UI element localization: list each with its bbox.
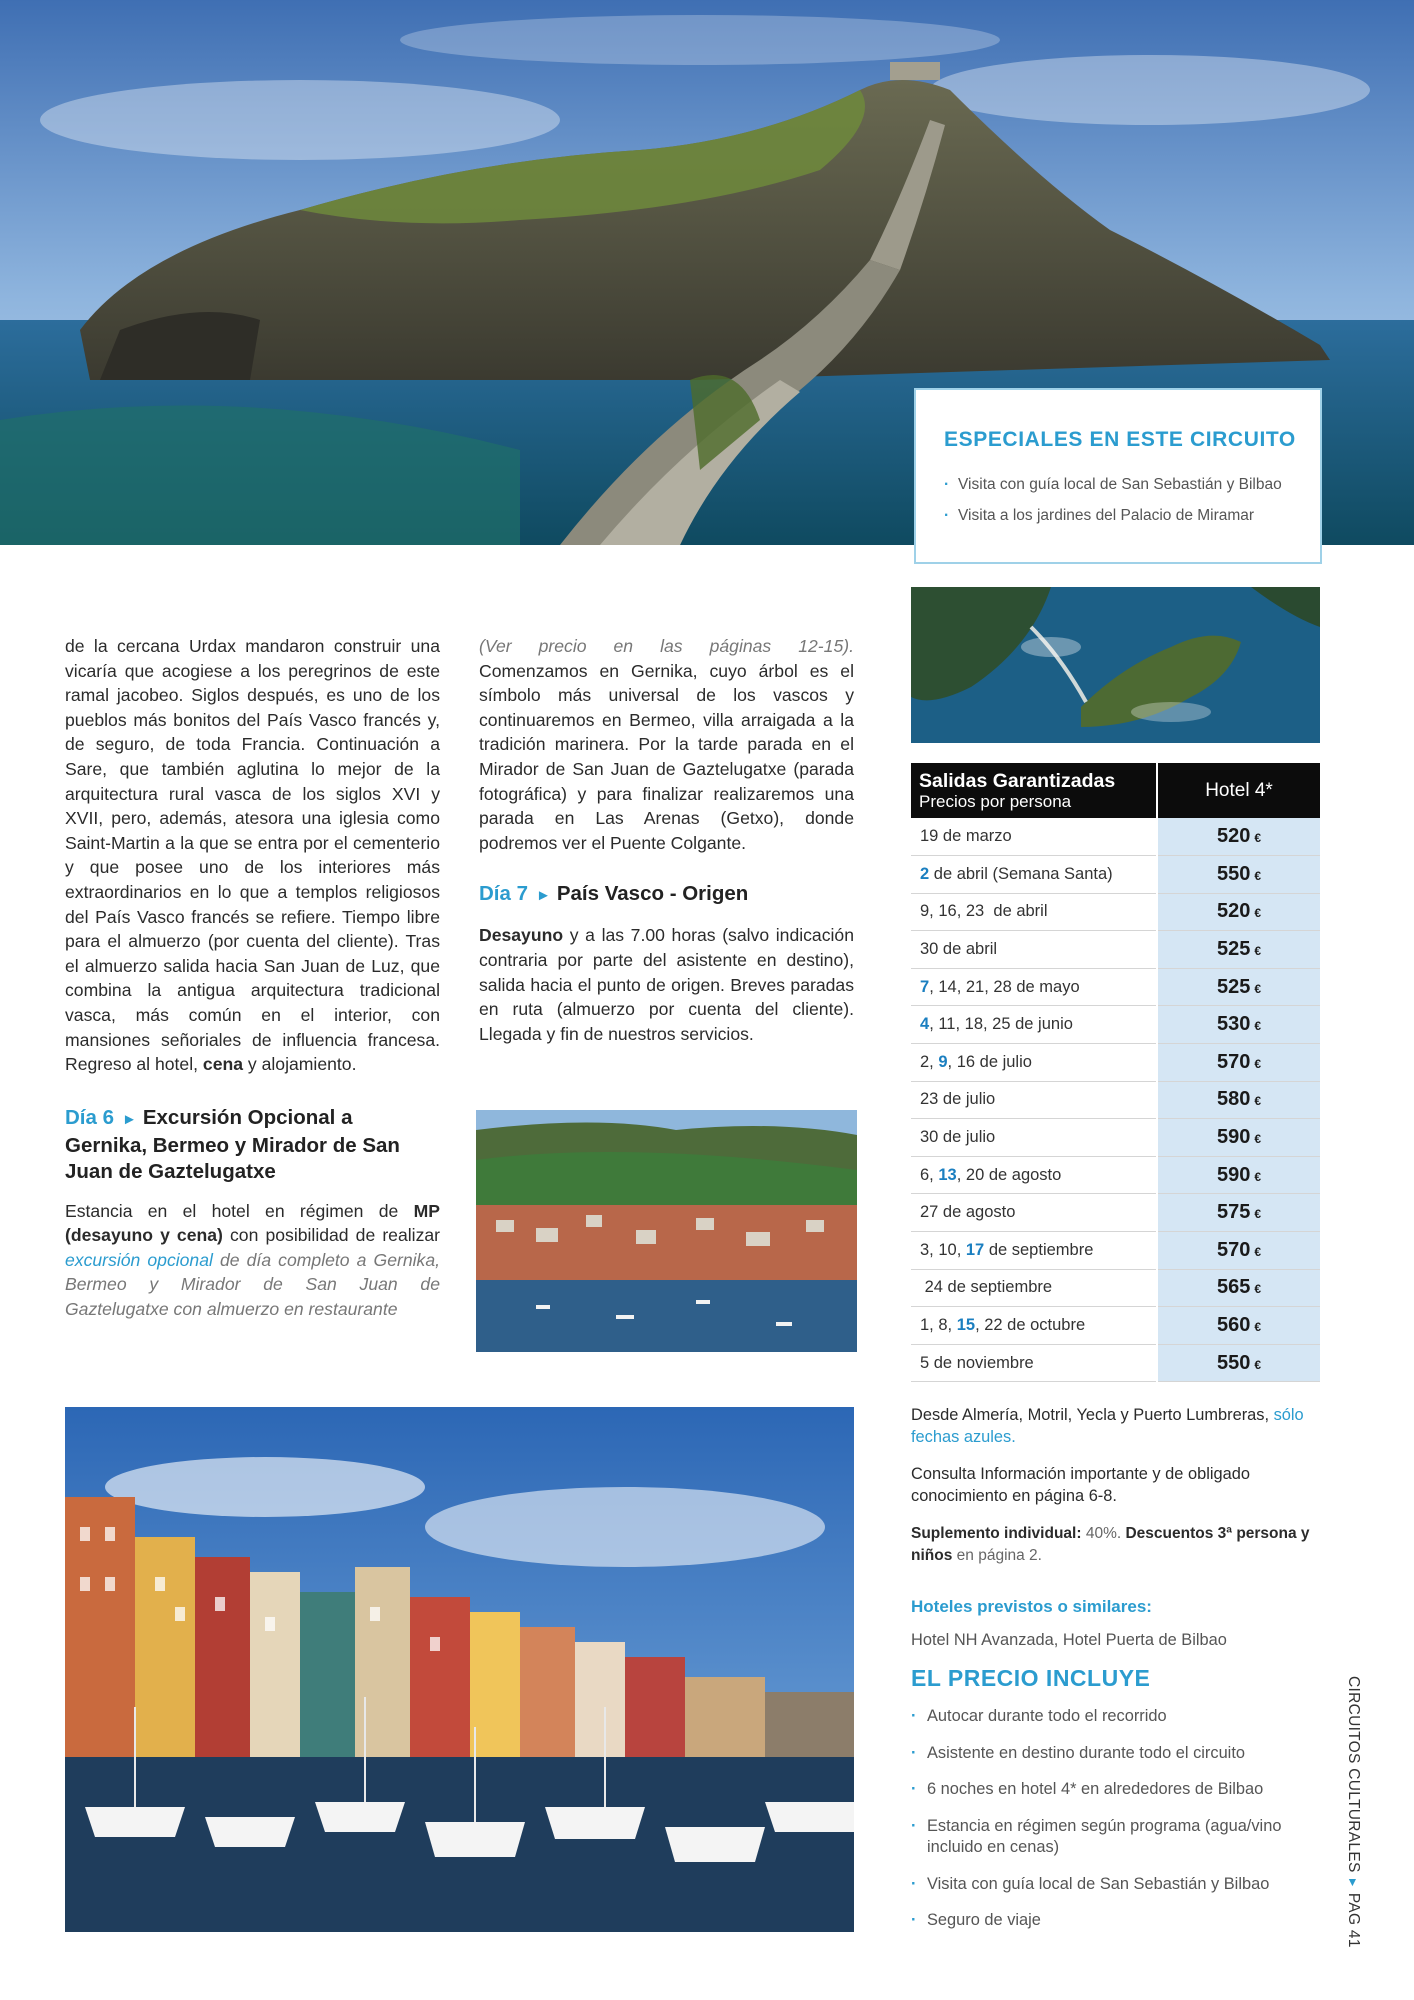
departure-date: 19 de marzo	[911, 818, 1157, 856]
price-row	[911, 1307, 1320, 1345]
price-value: 520	[1216, 825, 1251, 848]
text-column-2	[479, 634, 854, 1046]
price-includes-list	[911, 1706, 1321, 1932]
optional-excursion-link[interactable]: excursión opcional	[65, 1249, 213, 1270]
triangle-right-icon: ►	[122, 1110, 137, 1128]
currency-symbol: €	[1254, 1019, 1262, 1034]
departure-date: 24 de septiembre	[911, 1269, 1157, 1307]
note-departures: Desde Almería, Motril, Yecla y Puerto Lumbreras, sólo fechas azules.	[911, 1406, 1304, 1446]
currency-symbol: €	[1254, 1132, 1262, 1147]
includes-item: · Autocar durante todo el recorrido	[911, 1706, 1321, 1728]
price-value: 580	[1216, 1088, 1251, 1111]
price-cell	[1157, 1307, 1320, 1345]
paragraph-day5-continued: de la cercana Urdax mandaron construir una vicaría que acogiese a los peregrinos de este ramal jacobeo. Siglos después, es uno de los pueblos más bonitos del País Vasco francés y, de seguro, de toda Francia. Continuación a Sare, que también aglutina lo mejor de la arquitectura rural vasca de los siglos XVI y XVII, pero, además, atesora una iglesia como Saint-Martin a la que se entra por el cementerio y que posee uno de los interiores más extraordinarios en lo que a templos religiosos del País Vasco francés se refiere. Tiempo libre para el almuerzo (por cuenta del cliente). Tras el almuerzo salida hacia San Juan de Luz, que combina la antigua arquitectura tradicional vasca, más común en el interior, con mansiones señoriales de influencia francesa. Regreso al hotel, cena y alojamiento.	[65, 636, 440, 1075]
currency-symbol: €	[1254, 868, 1262, 883]
highlighted-date: 9	[938, 1052, 948, 1071]
specials-title: ESPECIALES EN ESTE CIRCUITO	[944, 428, 1296, 451]
price-value: 590	[1216, 1163, 1251, 1186]
currency-symbol: €	[1254, 1169, 1262, 1184]
paragraph-day7: Desayuno y a las 7.00 horas (salvo indicación contraria por parte del asistente en destino), salida hacia el punto de origen. Breves paradas en ruta (almuerzo por cuenta del cliente). Llegada y fin de nuestros servicios.	[479, 925, 854, 1044]
price-row	[911, 1156, 1320, 1194]
departure-date: 3, 10, 17 de septiembre	[911, 1232, 1157, 1270]
header-departures: Salidas Garantizadas Precios por persona	[911, 763, 1157, 818]
includes-item: · Seguro de viaje	[911, 1910, 1321, 1932]
price-cell	[1157, 1194, 1320, 1232]
header-hotel: Hotel 4*	[1157, 763, 1320, 818]
price-cell	[1157, 1006, 1320, 1044]
paragraph-day6-continued: (Ver precio en las páginas 12-15). Comenzamos en Gernika, cuyo árbol es el símbolo más universal de los vascos y continuaremos en Bermeo, villa arraigada a la tradición marinera. Por la tarde parada en el Mirador de San Juan de Gaztelugatxe (parada fotográfica) y para finalizar realizaremos una parada en Las Arenas (Getxo), donde podremos ver el Puente Colgante.	[479, 636, 854, 853]
price-row	[911, 931, 1320, 969]
price-row	[911, 1006, 1320, 1044]
paragraph-day6: Estancia en el hotel en régimen de MP (desayuno y cena) con posibilidad de realizar excursión opcional de día completo a Gernika, Bermeo y Mirador de San Juan de Gaztelugatxe con almuerzo en restaurante	[65, 1200, 441, 1320]
currency-symbol: €	[1254, 1094, 1262, 1109]
departure-date: 27 de agosto	[911, 1194, 1157, 1232]
price-value: 570	[1216, 1050, 1251, 1073]
harbour-photo-bermeo	[65, 1407, 854, 1932]
price-includes-block	[911, 1665, 1321, 1947]
day7-title: País Vasco - Origen	[556, 882, 749, 906]
departure-date: 23 de julio	[911, 1081, 1157, 1119]
day7-number: Día 7	[479, 882, 528, 906]
highlighted-date: 17	[965, 1240, 985, 1259]
day6-heading	[65, 1105, 440, 1185]
specials-box	[914, 388, 1322, 564]
currency-symbol: €	[1254, 1320, 1262, 1335]
currency-symbol: €	[1254, 981, 1262, 996]
currency-symbol: €	[1254, 906, 1262, 921]
price-row	[911, 1344, 1320, 1382]
price-value: 565	[1216, 1276, 1251, 1299]
price-value: 550	[1216, 862, 1251, 885]
price-row	[911, 1232, 1320, 1270]
departure-date: 4, 11, 18, 25 de junio	[911, 1006, 1157, 1044]
day7-heading	[479, 881, 854, 909]
currency-symbol: €	[1254, 1282, 1262, 1297]
price-cell	[1157, 931, 1320, 969]
price-value: 525	[1216, 938, 1251, 961]
price-value: 530	[1216, 1013, 1251, 1036]
price-cell	[1157, 1232, 1320, 1270]
includes-item: · Asistente en destino durante todo el circuito	[911, 1743, 1321, 1765]
departure-date: 30 de abril	[911, 931, 1157, 969]
price-row	[911, 1269, 1320, 1307]
aerial-island-photo	[911, 587, 1320, 743]
hotels-title: Hoteles previstos o similares:	[911, 1597, 1152, 1616]
specials-list	[944, 476, 1320, 525]
departure-date: 30 de julio	[911, 1119, 1157, 1157]
price-cell	[1157, 1344, 1320, 1382]
price-cell	[1157, 1269, 1320, 1307]
price-cell	[1157, 818, 1320, 856]
day6-number: Día 6	[65, 1105, 114, 1129]
departure-date: 7, 14, 21, 28 de mayo	[911, 968, 1157, 1006]
town-bay-photo	[476, 1110, 857, 1352]
text-column-1	[65, 634, 440, 1322]
highlighted-date: 13	[938, 1165, 957, 1184]
price-row	[911, 893, 1320, 931]
departure-date: 2 de abril (Semana Santa)	[911, 856, 1157, 894]
currency-symbol: €	[1254, 1244, 1262, 1259]
triangle-right-icon: ►	[1346, 1876, 1360, 1889]
price-value: 520	[1216, 900, 1251, 923]
section-name: CIRCUITOS CULTURALES	[1345, 1676, 1362, 1873]
price-row	[911, 1194, 1320, 1232]
page-number: PAG 41	[1345, 1892, 1362, 1948]
currency-symbol: €	[1254, 944, 1262, 959]
highlighted-date: 2	[920, 864, 930, 883]
price-row	[911, 1119, 1320, 1157]
note-important-info: Consulta Información importante y de obligado conocimiento en página 6-8.	[911, 1465, 1250, 1505]
price-cell	[1157, 856, 1320, 894]
price-cell	[1157, 1119, 1320, 1157]
highlighted-date: 15	[956, 1316, 976, 1335]
specials-item: · Visita a los jardines del Palacio de Miramar	[944, 507, 1320, 525]
price-value: 560	[1216, 1314, 1251, 1337]
price-value: 590	[1216, 1126, 1251, 1149]
price-row	[911, 968, 1320, 1006]
departure-date: 5 de noviembre	[911, 1344, 1157, 1382]
price-row	[911, 1081, 1320, 1119]
departure-date: 1, 8, 15, 22 de octubre	[911, 1307, 1157, 1345]
price-cell	[1157, 1156, 1320, 1194]
day6-title: Excursión Opcional a Gernika, Bermeo y Mirador de San Juan de Gaztelugatxe	[65, 1105, 400, 1183]
price-value: 550	[1216, 1351, 1251, 1374]
includes-item: · Estancia en régimen según programa (agua/vino incluido en cenas)	[911, 1816, 1321, 1859]
departure-date: 6, 13, 20 de agosto	[911, 1156, 1157, 1194]
triangle-right-icon: ►	[536, 887, 551, 905]
price-value: 570	[1216, 1238, 1251, 1261]
price-table-header	[911, 763, 1320, 818]
price-table-body	[911, 818, 1320, 1382]
specials-item: · Visita con guía local de San Sebastián y Bilbao	[944, 476, 1320, 494]
price-includes-title: EL PRECIO INCLUYE	[911, 1665, 1151, 1691]
price-row	[911, 856, 1320, 894]
hotels-list: Hotel NH Avanzada, Hotel Puerta de Bilbao	[911, 1630, 1227, 1649]
side-section-label	[1338, 1676, 1364, 1948]
departure-date: 9, 16, 23 de abril	[911, 893, 1157, 931]
price-value: 525	[1216, 975, 1251, 998]
price-cell	[1157, 893, 1320, 931]
price-value: 575	[1216, 1201, 1251, 1224]
currency-symbol: €	[1254, 831, 1262, 846]
price-row	[911, 1044, 1320, 1082]
price-row	[911, 818, 1320, 856]
departure-date: 2, 9, 16 de julio	[911, 1044, 1157, 1082]
notes-block	[911, 1405, 1321, 1651]
highlighted-date: 4	[920, 1015, 930, 1034]
price-cell	[1157, 1044, 1320, 1082]
currency-symbol: €	[1254, 1056, 1262, 1071]
price-cell	[1157, 968, 1320, 1006]
currency-symbol: €	[1254, 1357, 1262, 1372]
currency-symbol: €	[1254, 1207, 1262, 1222]
price-cell	[1157, 1081, 1320, 1119]
highlighted-date: 7	[920, 977, 930, 996]
note-supplement: Suplemento individual: 40%. Descuentos 3ª persona y niños en página 2.	[911, 1525, 1310, 1564]
price-table	[911, 763, 1320, 1382]
includes-item: · 6 noches en hotel 4* en alrededores de Bilbao	[911, 1779, 1321, 1801]
includes-item: · Visita con guía local de San Sebastián y Bilbao	[911, 1874, 1321, 1896]
